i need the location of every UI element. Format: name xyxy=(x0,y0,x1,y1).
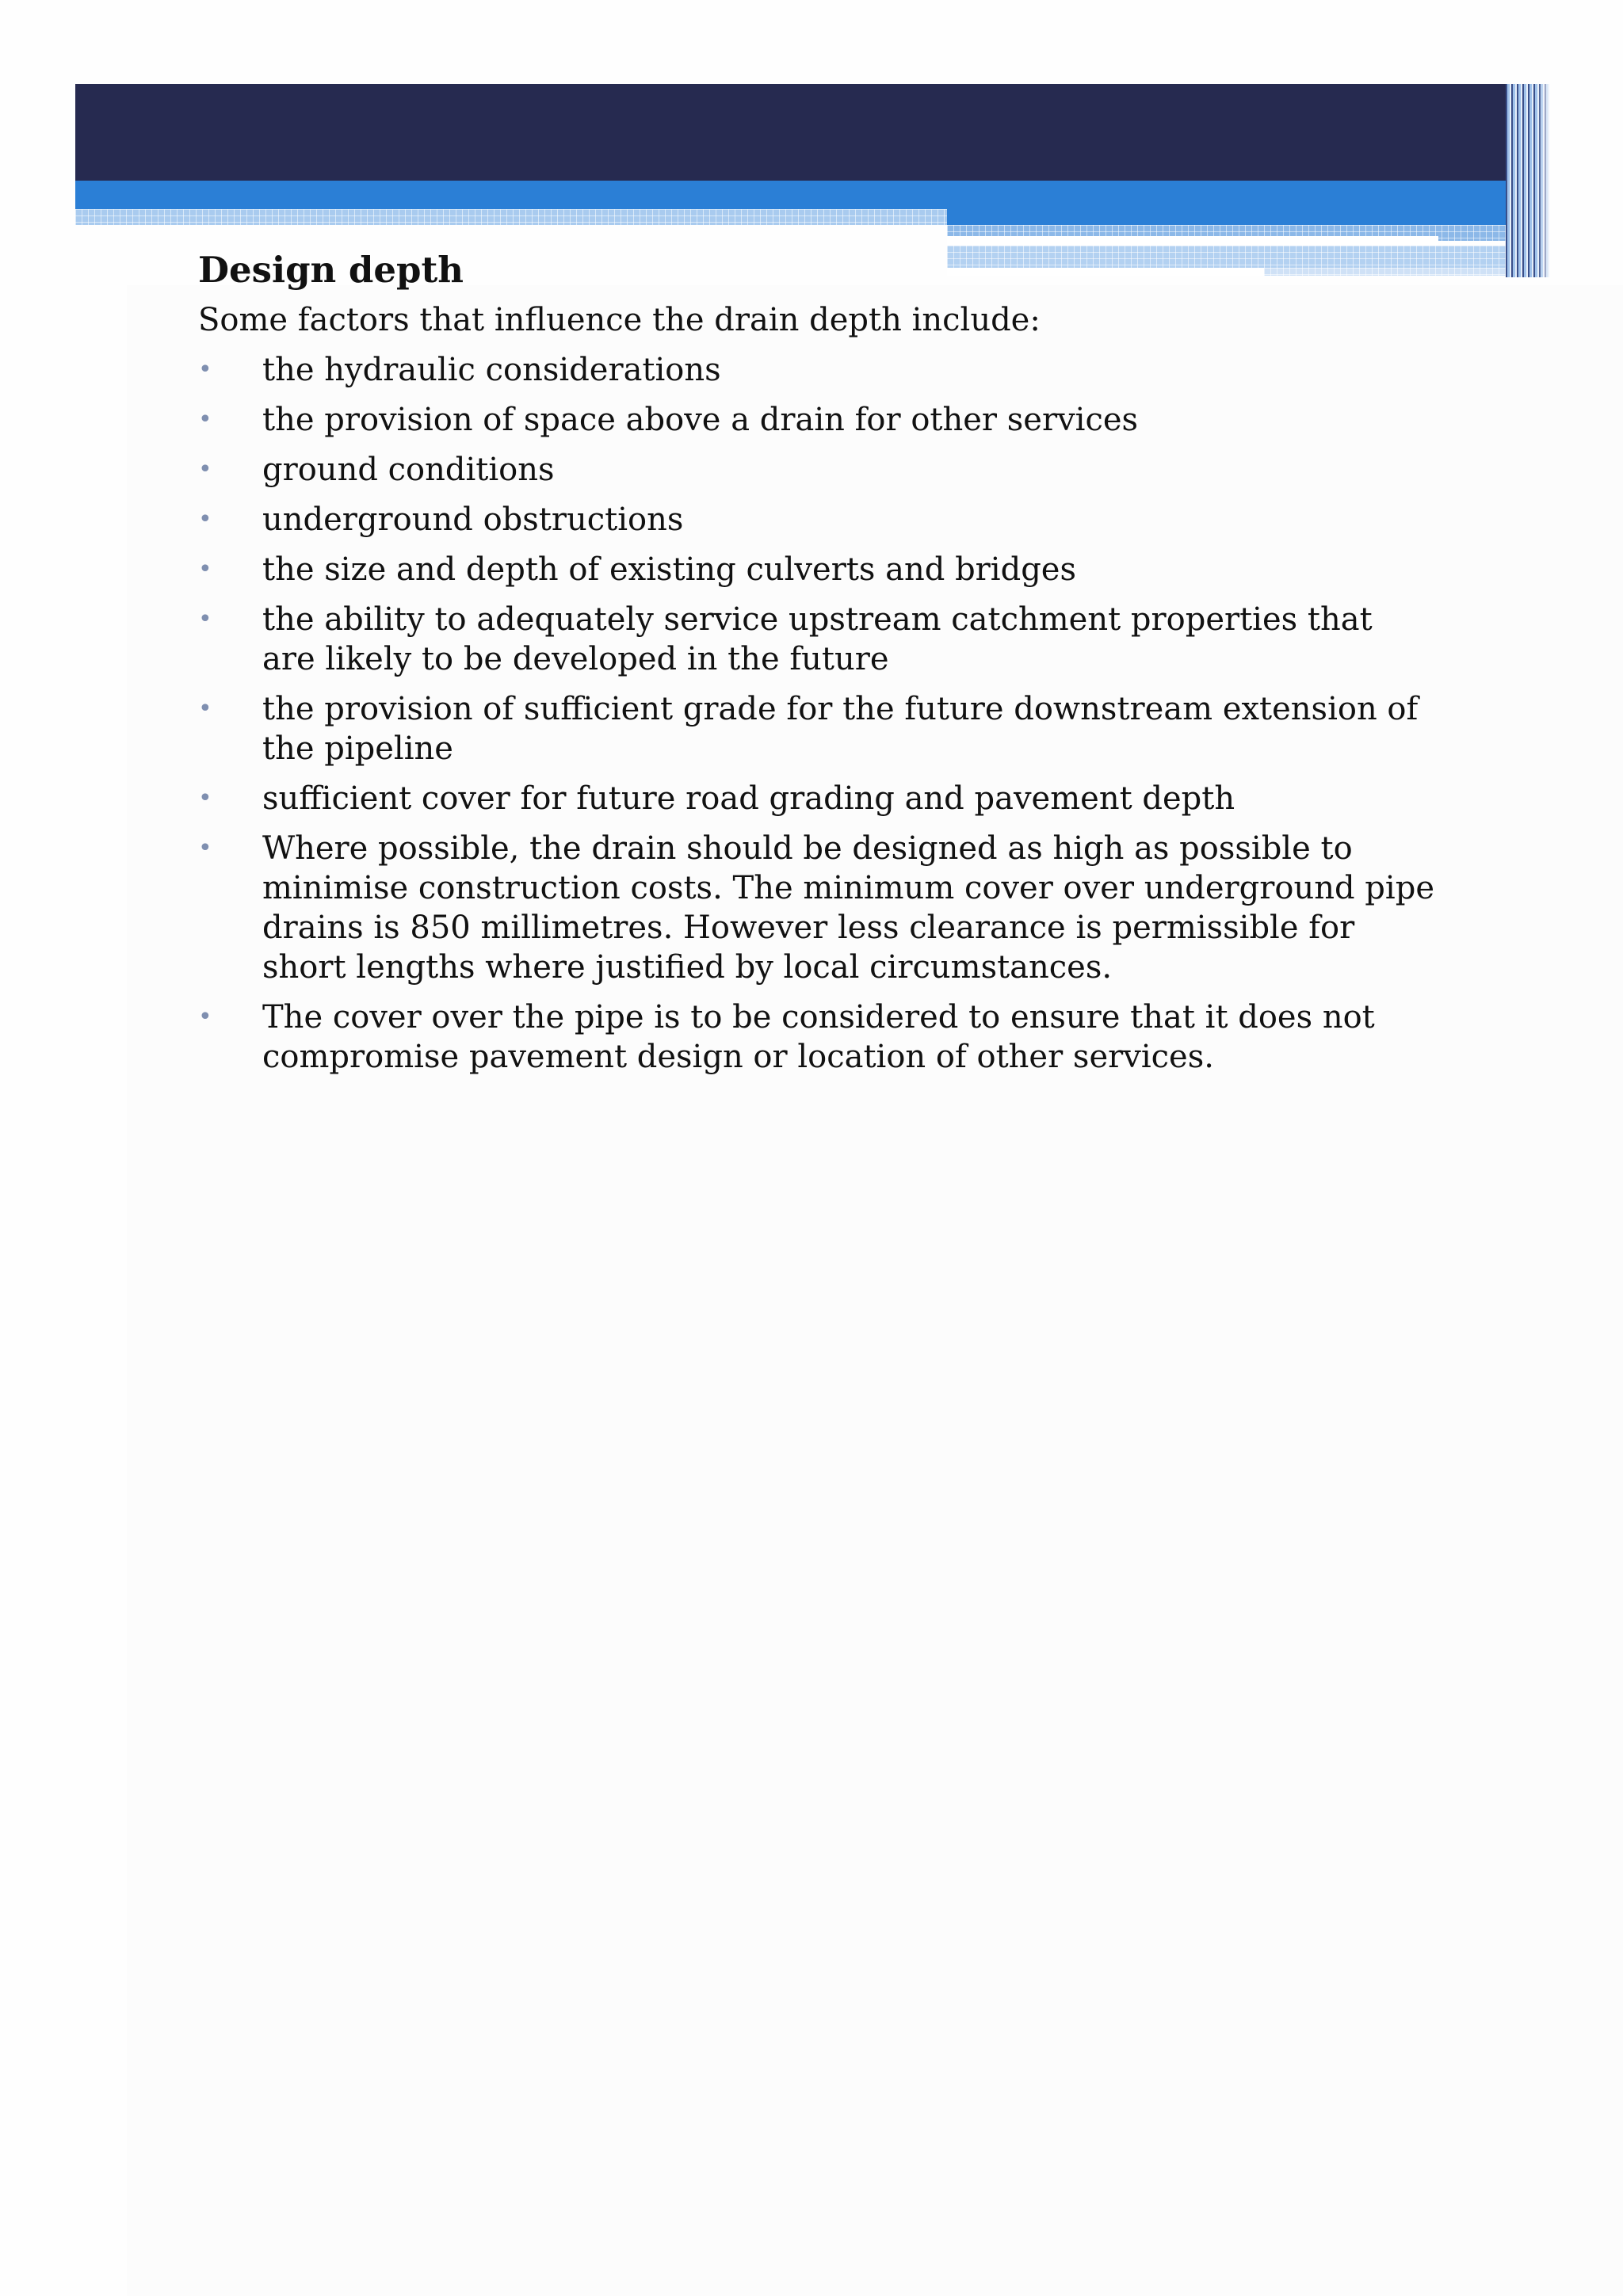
bullet-icon: • xyxy=(198,356,212,383)
list-item xyxy=(198,997,1434,1077)
list-item-text: the hydraulic considerations xyxy=(262,352,721,388)
list-item-text: ground conditions xyxy=(262,452,555,488)
list-item xyxy=(198,500,1434,540)
list-item xyxy=(198,600,1434,679)
list-item-text: the ability to adequately service upstream catchment properties that are likely to be developed in the future xyxy=(262,601,1373,677)
list-item-text: underground obstructions xyxy=(262,502,684,538)
list-item-text: the provision of sufficient grade for the future downstream extension of the pipeline xyxy=(262,691,1419,767)
list-item xyxy=(198,400,1434,440)
header-edge-fade xyxy=(1537,84,1550,277)
bullet-list xyxy=(198,350,1434,1077)
bullet-icon: • xyxy=(198,406,212,433)
list-item-text: the provision of space above a drain for other services xyxy=(262,402,1139,438)
header-navy-band xyxy=(75,84,1506,181)
list-item xyxy=(198,350,1434,390)
header-grid-strip xyxy=(75,209,947,225)
list-item-text: The cover over the pipe is to be considered to ensure that it does not compromise pavement design or location of other services. xyxy=(262,999,1375,1075)
bullet-icon: • xyxy=(198,784,212,812)
bullet-icon: • xyxy=(198,605,212,633)
header-white-bar xyxy=(947,236,1438,246)
header-banner xyxy=(0,0,1623,285)
content-section xyxy=(198,246,1434,1087)
list-item xyxy=(198,550,1434,589)
list-item xyxy=(198,450,1434,490)
list-item xyxy=(198,689,1434,769)
list-item xyxy=(198,829,1434,987)
list-item-text: Where possible, the drain should be designed as high as possible to minimise construction costs. The minimum cover over underground pipe drains is 850 millimetres. However less clearance is permissible for short lengths where justified by local circumstances. xyxy=(262,830,1434,986)
bullet-icon: • xyxy=(198,695,212,723)
section-title: Design depth xyxy=(198,249,464,291)
list-item-text: sufficient cover for future road grading and pavement depth xyxy=(262,780,1235,817)
bullet-icon: • xyxy=(198,505,212,533)
list-item xyxy=(198,779,1434,818)
bullet-icon: • xyxy=(198,555,212,583)
bullet-icon: • xyxy=(198,456,212,483)
bullet-icon: • xyxy=(198,1003,212,1031)
bullet-icon: • xyxy=(198,834,212,862)
list-item-text: the size and depth of existing culverts and bridges xyxy=(262,551,1076,588)
intro-text: Some factors that influence the drain depth include: xyxy=(198,302,1041,338)
